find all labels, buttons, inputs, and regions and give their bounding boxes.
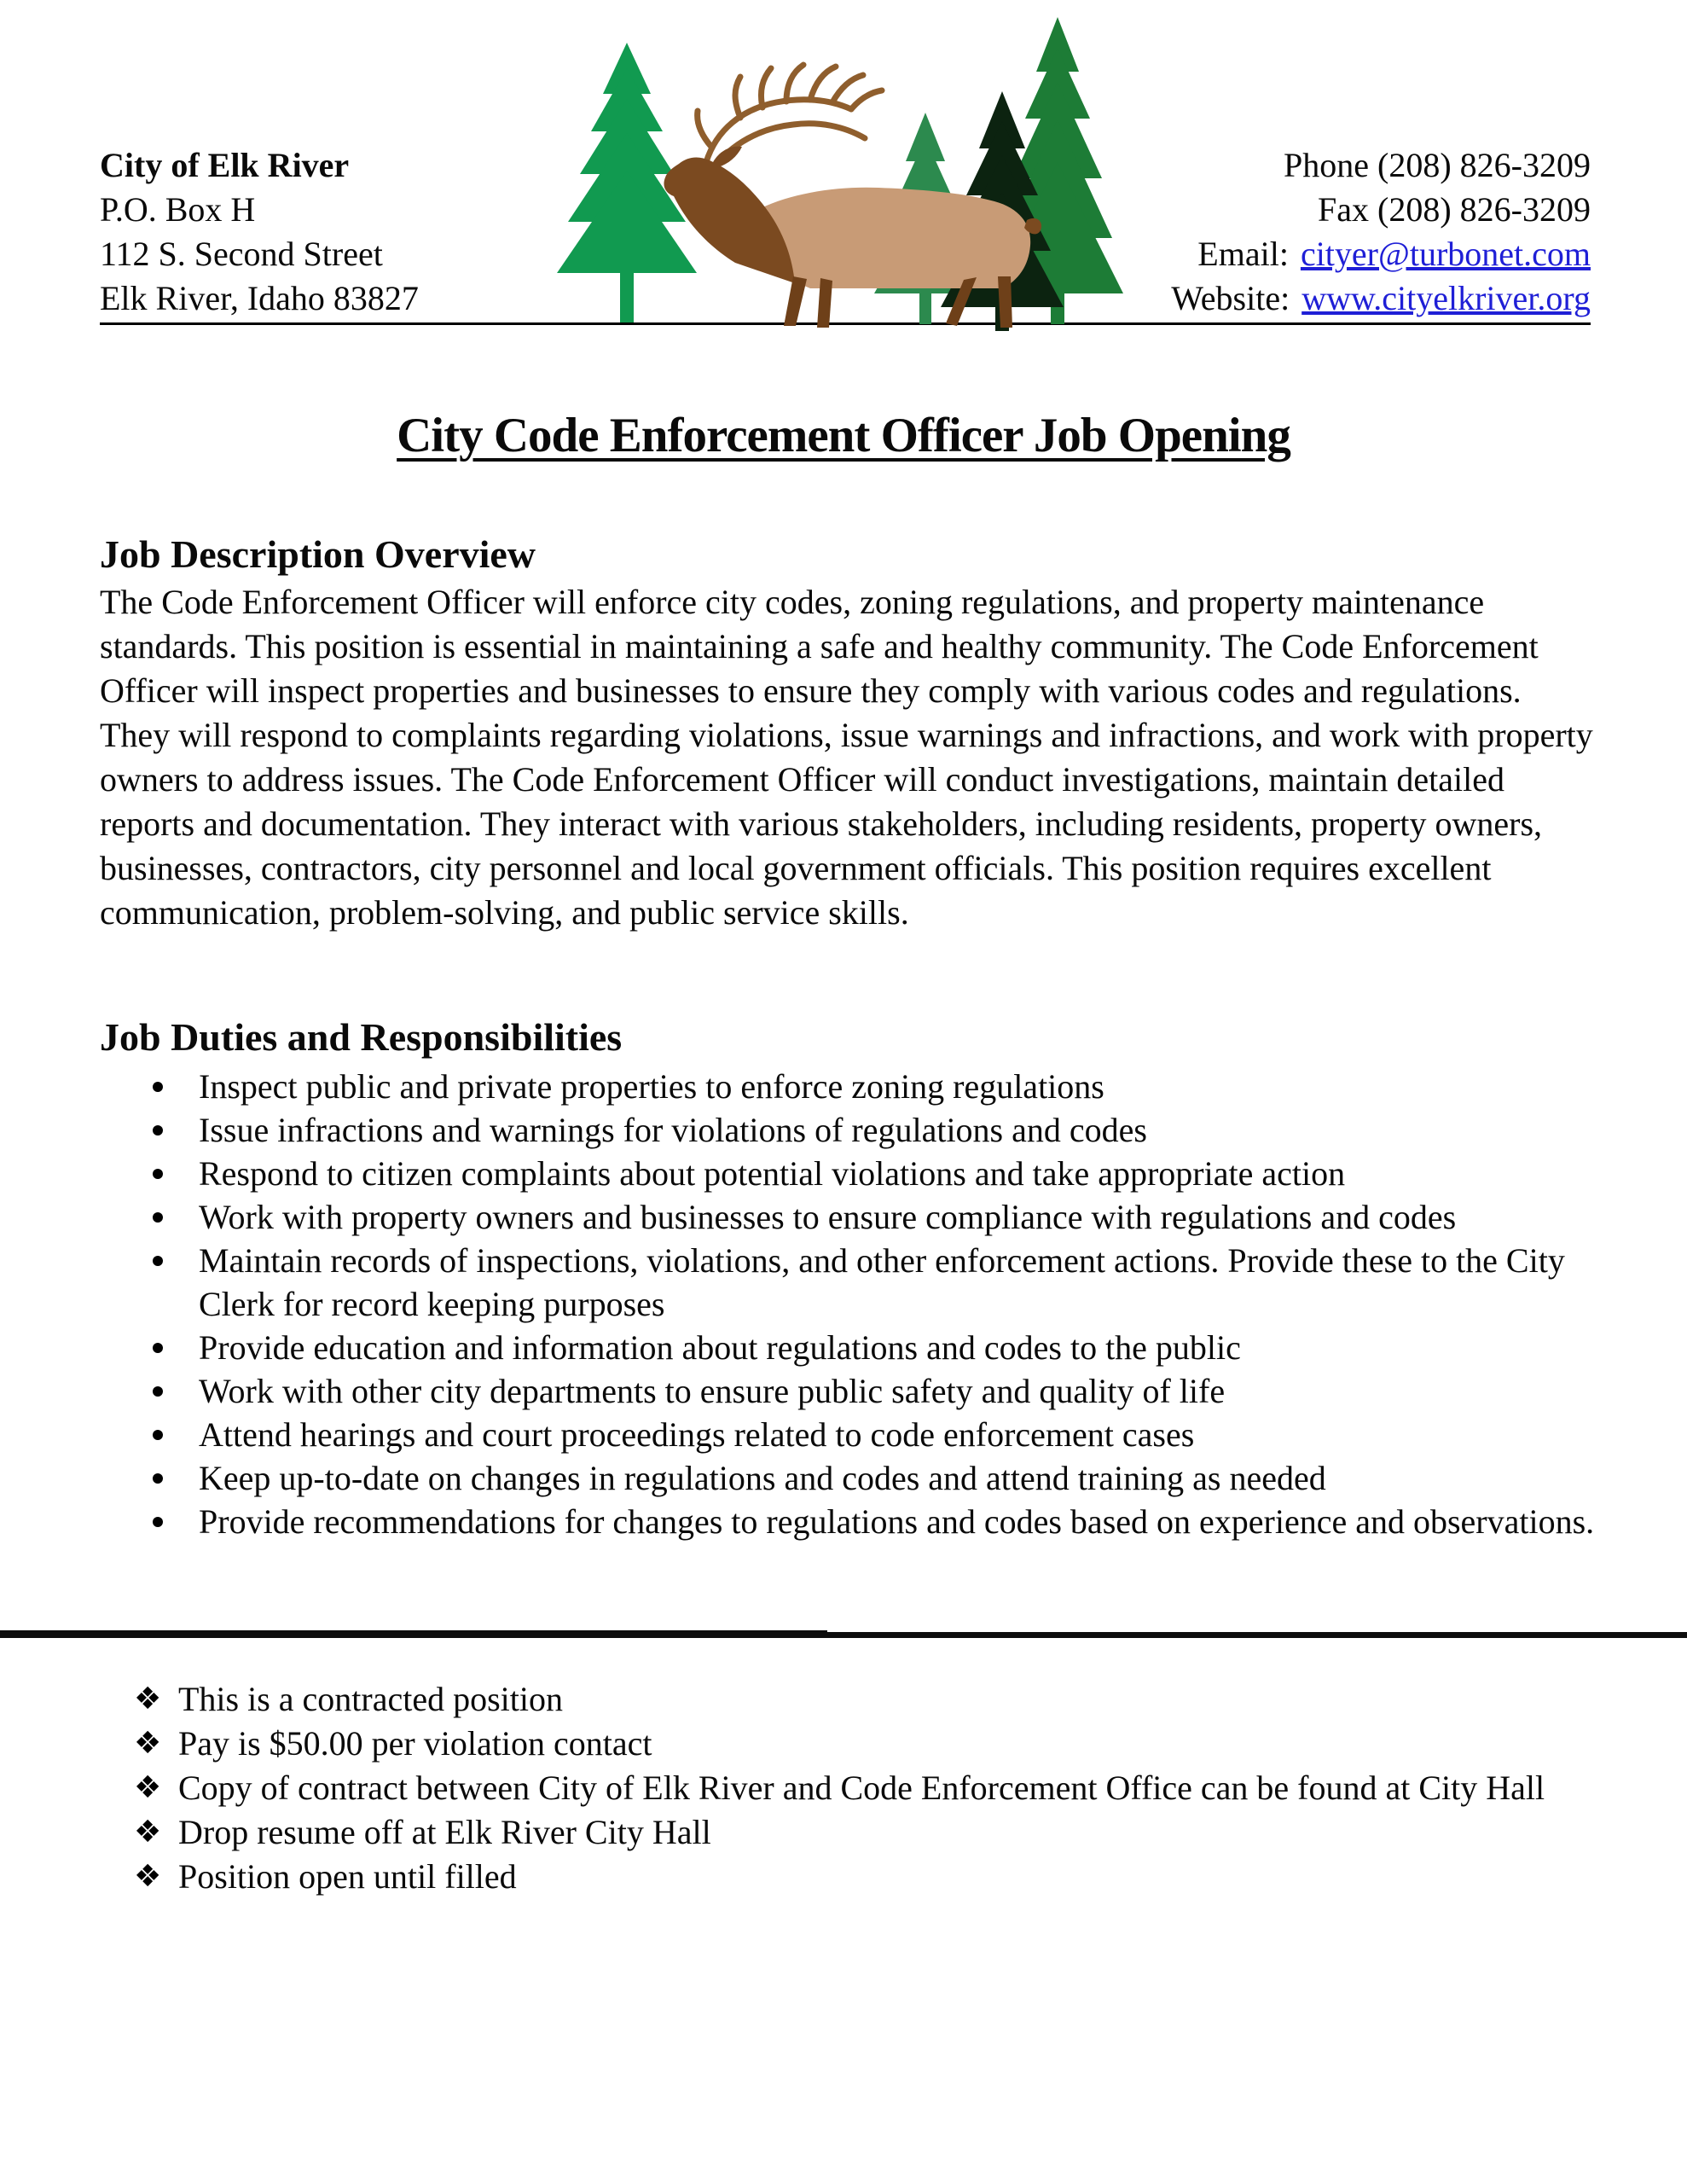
list-item: Work with other city departments to ensure public safety and quality of life: [199, 1369, 1604, 1413]
website-line: [1171, 276, 1591, 321]
address-line: P.O. Box H: [100, 190, 256, 229]
phone-line: Phone (208) 826-3209: [1284, 146, 1591, 184]
list-item: Respond to citizen complaints about potential violations and take appropriate action: [199, 1152, 1604, 1195]
list-item: Attend hearings and court proceedings related to code enforcement cases: [199, 1413, 1604, 1456]
list-item: ❖ Drop resume off at Elk River City Hall: [178, 1810, 1604, 1855]
list-item: Provide recommendations for changes to regulations and codes based on experience and observations.: [199, 1500, 1604, 1543]
overview-heading: Job Description Overview: [100, 532, 536, 576]
overview-section: [100, 531, 1601, 935]
fax-line: Fax (208) 826-3209: [1318, 190, 1591, 229]
address-line: 112 S. Second Street: [100, 235, 383, 273]
duties-heading: Job Duties and Responsibilities: [100, 1015, 623, 1059]
list-item: Maintain records of inspections, violations, and other enforcement actions. Provide these to the City Clerk for record keeping purposes: [199, 1239, 1604, 1326]
duties-section: [100, 1014, 1601, 1543]
list-item: Work with property owners and businesses to ensure compliance with regulations and codes: [199, 1195, 1604, 1239]
email-label: Email:: [1197, 235, 1289, 273]
elk-river-logo: [537, 10, 1126, 334]
list-item: Issue infractions and warnings for violations of regulations and codes: [199, 1108, 1604, 1152]
overview-paragraph: The Code Enforcement Officer will enforce city codes, zoning regulations, and property maintenance standards. This position is essential in maintaining a safe and healthy community. The Code Enforcement Officer will inspect properties and businesses to ensure they comply with various codes and regulations. They will respond to complaints regarding violations, issue warnings and infractions, and work with property owners to address issues. The Code Enforcement Officer will conduct investigations, maintain detailed reports and documentation. They interact with various stakeholders, including residents, property owners, businesses, contractors, city personnel and local government officials. This position requires excellent communication, problem-solving, and public service skills.: [100, 583, 1593, 932]
section-divider: [0, 1632, 1687, 1638]
email-link[interactable]: cityer@turbonet.com: [1300, 235, 1591, 273]
list-item: ❖ Position open until filled: [178, 1855, 1604, 1899]
website-label: Website:: [1171, 279, 1290, 317]
terms-list: [100, 1677, 1604, 1899]
page-title: City Code Enforcement Officer Job Opening: [397, 409, 1290, 462]
list-item: Provide education and information about regulations and codes to the public: [199, 1326, 1604, 1369]
terms-section: [100, 1674, 1601, 1899]
email-line: [1171, 232, 1591, 276]
org-name: City of Elk River: [100, 146, 350, 184]
org-contact-block: [1171, 143, 1591, 321]
org-address-block: [100, 143, 419, 321]
list-item: Inspect public and private properties to enforce zoning regulations: [199, 1065, 1604, 1108]
list-item: ❖ Copy of contract between City of Elk River and Code Enforcement Office can be found at City Hall: [178, 1766, 1604, 1810]
list-item: ❖ This is a contracted position: [178, 1677, 1604, 1722]
list-item: ❖ Pay is $50.00 per violation contact: [178, 1722, 1604, 1766]
list-item: Keep up-to-date on changes in regulations and codes and attend training as needed: [199, 1456, 1604, 1500]
address-line: Elk River, Idaho 83827: [100, 279, 419, 317]
duties-list: [100, 1065, 1604, 1543]
website-link[interactable]: www.cityelkriver.org: [1301, 279, 1591, 317]
